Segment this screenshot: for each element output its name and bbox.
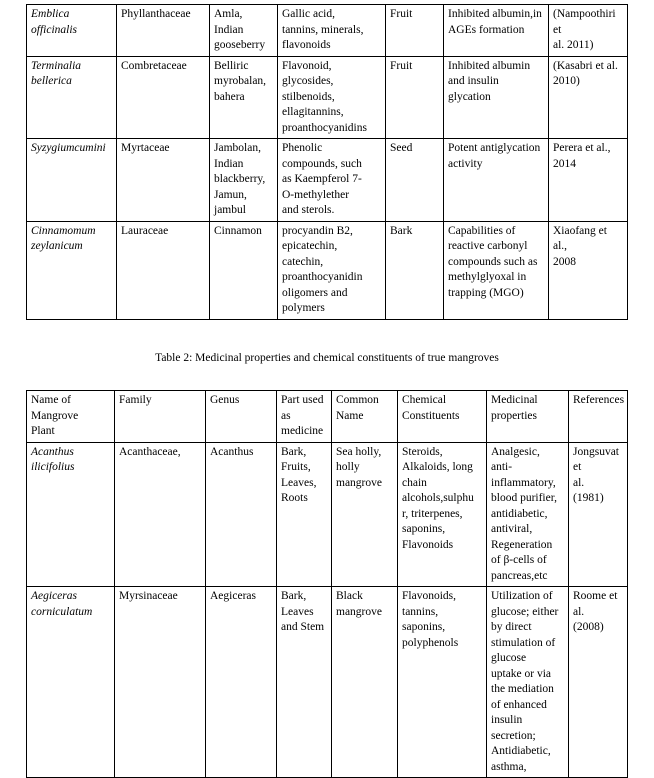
part-used-cell: Bark (386, 221, 444, 319)
cell-line: polyphenols (402, 636, 459, 649)
table-2-header-row (27, 391, 628, 443)
header-references: References (569, 391, 628, 443)
cell-line: Jamun, (214, 188, 247, 201)
cell-line: reactive carbonyl (448, 240, 528, 252)
cell-line: mangrove (336, 476, 382, 489)
cell-line: compounds such as (448, 255, 538, 268)
cell-line: Black (336, 590, 363, 602)
activity-cell (444, 221, 549, 319)
constituents-cell (398, 442, 487, 587)
cell-line: catechin, (282, 255, 324, 268)
cell-line: holly (336, 461, 360, 473)
cell-line: Emblica (31, 8, 70, 20)
constituents-cell (398, 587, 487, 778)
cell-line: alcohols,sulphu (402, 492, 474, 504)
cell-line: asthma, (491, 760, 527, 773)
cell-line: bahera (214, 90, 245, 103)
header-plant-name (27, 391, 115, 443)
plant-name-cell (27, 442, 115, 587)
cell-line: oligomers and (282, 286, 348, 299)
part-used-cell: Seed (386, 139, 444, 222)
cell-line: Chemical (402, 394, 447, 406)
cell-line: anti- (491, 461, 513, 473)
activity-cell (444, 139, 549, 222)
cell-line: Cinnamon (214, 224, 262, 237)
cell-line: Belliric (214, 59, 249, 72)
cell-line: r, triterpenes, (402, 507, 463, 520)
constituents-cell (278, 221, 386, 319)
cell-line: glucose; either (491, 605, 559, 618)
cell-line: as (281, 409, 291, 422)
cell-line: Flavonoids (402, 538, 454, 551)
cell-line: glycosides, (282, 75, 334, 87)
cell-line: and insulin (448, 75, 499, 87)
cell-line: Name of (31, 394, 71, 406)
cell-line: Terminalia (31, 59, 82, 72)
table-row (27, 56, 628, 139)
cell-line: Bark, (281, 445, 307, 458)
reference-cell (569, 587, 628, 778)
cell-line: uptake or via (491, 667, 552, 680)
header-part-used (277, 391, 332, 443)
cell-line: AGEs formation (448, 23, 525, 36)
cell-line: as Kaempferol 7- (282, 173, 362, 185)
reference-cell (549, 56, 628, 139)
cell-line: Roots (281, 492, 308, 504)
cell-line: and Stem (281, 621, 325, 633)
cell-line: Constituents (402, 409, 460, 422)
cell-line: O-methylether (282, 188, 350, 201)
cell-line: Inhibited albumin,in (448, 8, 542, 20)
cell-line: Alkaloids, long (402, 461, 473, 473)
cell-line: (Kasabri et al. (553, 59, 618, 72)
cell-line: 2010) (553, 75, 580, 87)
family-cell: Acanthaceae, (115, 442, 206, 587)
reference-cell (569, 442, 628, 587)
table-1 (26, 4, 628, 320)
cell-line: inflammatory, (491, 476, 556, 489)
cell-line: and sterols. (282, 204, 335, 216)
cell-line: Indian (214, 157, 244, 170)
constituents-cell (278, 5, 386, 57)
cell-line: bellerica (31, 75, 72, 87)
header-family: Family (115, 391, 206, 443)
common-name-cell (332, 587, 398, 778)
cell-line: corniculatum (31, 605, 93, 618)
cell-line: glucose (491, 652, 527, 664)
family-cell: Lauraceae (117, 221, 210, 319)
table-row (27, 221, 628, 319)
cell-line: Plant (31, 425, 55, 437)
cell-line: Syzygiumcumini (31, 142, 106, 154)
cell-line: (Nampoothiri et (553, 8, 616, 36)
part-used-cell: Fruit (386, 5, 444, 57)
cell-line: Bark, (281, 590, 307, 602)
cell-line: epicatechin, (282, 240, 338, 252)
common-name-cell (210, 5, 278, 57)
family-cell: Myrtaceae (117, 139, 210, 222)
cell-line: officinalis (31, 23, 77, 36)
table-2-caption: Table 2: Medicinal properties and chemical constituents of true mangroves (155, 352, 499, 364)
cell-line: activity (448, 157, 483, 170)
plant-name-cell (27, 139, 117, 222)
cell-line: jambul (214, 204, 246, 216)
cell-line: Indian (214, 23, 244, 36)
reference-cell (549, 139, 628, 222)
cell-line: Capabilities of (448, 224, 516, 237)
reference-cell (549, 5, 628, 57)
family-cell: Myrsinaceae (115, 587, 206, 778)
cell-line: Analgesic, (491, 445, 540, 458)
cell-line: Common (336, 394, 379, 406)
common-name-cell (210, 221, 278, 319)
cell-line: Leaves, (281, 476, 317, 489)
cell-line: proanthocyanidins (282, 121, 367, 134)
cell-line: trapping (MGO) (448, 286, 524, 299)
cell-line: medicine (281, 425, 324, 437)
cell-line: saponins, (402, 621, 446, 633)
cell-line: Medicinal (491, 394, 538, 406)
cell-line: stimulation of (491, 636, 556, 649)
cell-line: (2008) (573, 621, 604, 633)
plant-name-cell (27, 221, 117, 319)
cell-line: Jambolan, (214, 142, 261, 154)
common-name-cell (210, 139, 278, 222)
cell-line: Flavonoid, (282, 59, 332, 72)
cell-line: Roome et al. (573, 590, 618, 618)
cell-line: Flavonoids, (402, 590, 456, 602)
cell-line: flavonoids (282, 39, 331, 51)
genus-cell: Aegiceras (206, 587, 277, 778)
cell-line: 2008 (553, 255, 576, 268)
table-2 (26, 390, 628, 778)
genus-cell: Acanthus (206, 442, 277, 587)
plant-name-cell (27, 5, 117, 57)
cell-line: tannins, minerals, (282, 23, 364, 36)
cell-line: ellagitannins, (282, 106, 344, 118)
part-used-cell (277, 587, 332, 778)
cell-line: (1981) (573, 492, 604, 504)
cell-line: procyandin B2, (282, 224, 353, 237)
cell-line: blood purifier, (491, 492, 557, 504)
cell-line: gooseberry (214, 39, 266, 51)
part-used-cell: Fruit (386, 56, 444, 139)
medicinal-properties-cell (487, 587, 569, 778)
cell-line: zeylanicum (31, 240, 83, 252)
cell-line: Fruits, (281, 461, 311, 473)
constituents-cell (278, 56, 386, 139)
cell-line: Inhibited albumin (448, 59, 531, 72)
cell-line: Xiaofang et al., (553, 224, 607, 252)
common-name-cell (210, 56, 278, 139)
cell-line: mangrove (336, 605, 382, 618)
cell-line: secretion; (491, 729, 536, 742)
cell-line: Antidiabetic, (491, 745, 551, 757)
family-cell: Combretaceae (117, 56, 210, 139)
cell-line: of enhanced (491, 698, 547, 711)
cell-line: compounds, such (282, 157, 362, 170)
cell-line: al. 2011) (553, 39, 594, 51)
header-medicinal-properties (487, 391, 569, 443)
cell-line: saponins, (402, 523, 446, 535)
plant-name-cell (27, 587, 115, 778)
cell-line: Leaves (281, 605, 314, 618)
cell-line: glycation (448, 90, 491, 103)
cell-line: by direct (491, 621, 532, 633)
table-row (27, 442, 628, 587)
cell-line: tannins, (402, 605, 439, 618)
reference-cell (549, 221, 628, 319)
cell-line: 2014 (553, 157, 576, 170)
cell-line: of β-cells of (491, 554, 547, 566)
cell-line: ilicifolius (31, 461, 75, 473)
cell-line: pancreas,etc (491, 569, 548, 582)
cell-line: Name (336, 409, 364, 422)
common-name-cell (332, 442, 398, 587)
cell-line: Steroids, (402, 445, 443, 458)
cell-line: Perera et al., (553, 142, 611, 154)
cell-line: Cinnamomum (31, 224, 96, 237)
cell-line: proanthocyanidin (282, 271, 363, 283)
activity-cell (444, 5, 549, 57)
cell-line: chain (402, 476, 427, 489)
cell-line: insulin (491, 714, 523, 726)
table-row (27, 5, 628, 57)
cell-line: Mangrove (31, 409, 79, 422)
header-genus: Genus (206, 391, 277, 443)
cell-line: the mediation (491, 683, 554, 695)
cell-line: Part used (281, 394, 324, 406)
activity-cell (444, 56, 549, 139)
header-chemical-constituents (398, 391, 487, 443)
cell-line: antidiabetic, (491, 507, 548, 520)
constituents-cell (278, 139, 386, 222)
cell-line: blackberry, (214, 173, 266, 185)
cell-line: properties (491, 409, 537, 422)
cell-line: Acanthus (31, 445, 74, 458)
cell-line: Potent antiglycation (448, 142, 541, 154)
part-used-cell (277, 442, 332, 587)
cell-line: Jongsuvat et (573, 445, 619, 473)
header-common-name (332, 391, 398, 443)
cell-line: antiviral, (491, 523, 533, 535)
cell-line: polymers (282, 302, 325, 314)
cell-line: Gallic acid, (282, 8, 336, 20)
table-row (27, 139, 628, 222)
cell-line: myrobalan, (214, 75, 267, 87)
cell-line: Utilization of (491, 590, 553, 602)
medicinal-properties-cell (487, 442, 569, 587)
plant-name-cell (27, 56, 117, 139)
family-cell: Phyllanthaceae (117, 5, 210, 57)
cell-line: stilbenoids, (282, 90, 335, 103)
table-row (27, 587, 628, 778)
cell-line: al. (573, 476, 585, 489)
cell-line: methylglyoxal in (448, 271, 527, 283)
cell-line: Phenolic (282, 142, 323, 154)
cell-line: Sea holly, (336, 445, 382, 458)
cell-line: Regeneration (491, 538, 553, 551)
cell-line: Aegiceras (31, 590, 77, 602)
cell-line: Amla, (214, 8, 243, 20)
